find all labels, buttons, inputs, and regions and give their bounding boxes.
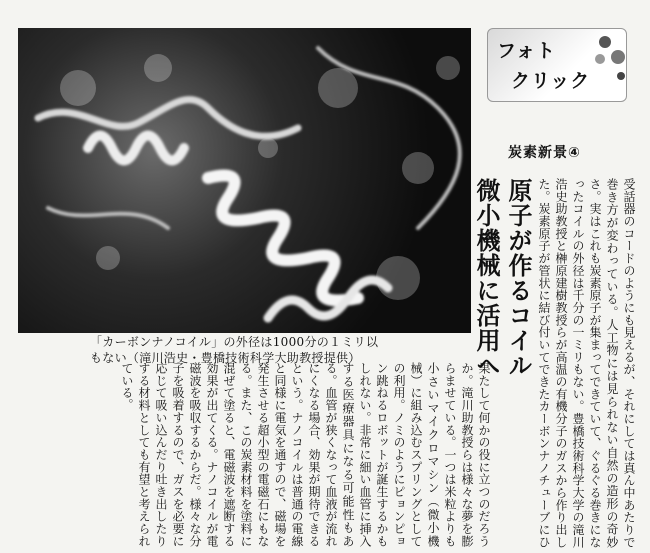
article-lower-block: 果たして何かの役に立つのだろうか。滝川助教授らは様々な夢を膨らませている。一つは米粒よりも小さいマイクロマシン（微小機械）に組み込むスプリングとしての利用。ノミのようにピョンピョン跳ねるロボットが誕生するかもしれない。非常に細い血管に挿入する医療器具になる可能性もある。血管が狭くなって血液が流れにくなる場合、効果が期待できるという。ナノコイルは普通の電線と同様に電気を通すので、磁場を発生させる超小型の電磁石にもなる。また、この炭素材料を塗料に混ぜて塗ると、電磁波を遮断する効果が出てくる。ナノコイルが電磁波を吸収するからだ。様々な分子を吸着するので、ガスを必要に応じて吸い込んだり吐き出したりする材料としても有望と考えられている。 — [120, 362, 491, 547]
carbon-nanocoil-photo — [18, 28, 471, 333]
caption-line-1: 「カーボンナノコイル」の外径は1000分の１ミリ以 — [90, 335, 379, 349]
logo-dot-icon — [595, 54, 605, 64]
headline-line-1: 原子が作るコイル — [504, 178, 532, 378]
logo-line-1: フォト — [497, 40, 557, 62]
headline-line-2: 微小機械に活用へ — [472, 178, 500, 378]
article-upper-block: 受話器のコードのようにも見えるが、それにしては真ん中あたりで巻き方が変わっている。人工物には見られない自然の造形の奇妙さ。実はこれも炭素原子が集まってできていて、ぐるぐる巻きになったコイルの外径は千分の一ミリもない。豊橋技術科学大学の滝川浩史助教授と榊原建樹教授らが高温の有機分子のガスから作り出した。炭素原子が管状に結び付いてできたカーボンナノチューブにひ — [537, 178, 636, 548]
photo-click-logo — [487, 28, 637, 108]
logo-dot-icon — [617, 72, 625, 80]
series-label: 炭素新景④ — [508, 145, 581, 161]
logo-line-2: クリック — [511, 70, 591, 92]
logo-dot-icon — [611, 50, 625, 64]
caption-line-2: もない（滝川浩史・豊橋技術科学大助教授提供） — [90, 351, 361, 365]
logo-dot-icon — [599, 36, 611, 48]
